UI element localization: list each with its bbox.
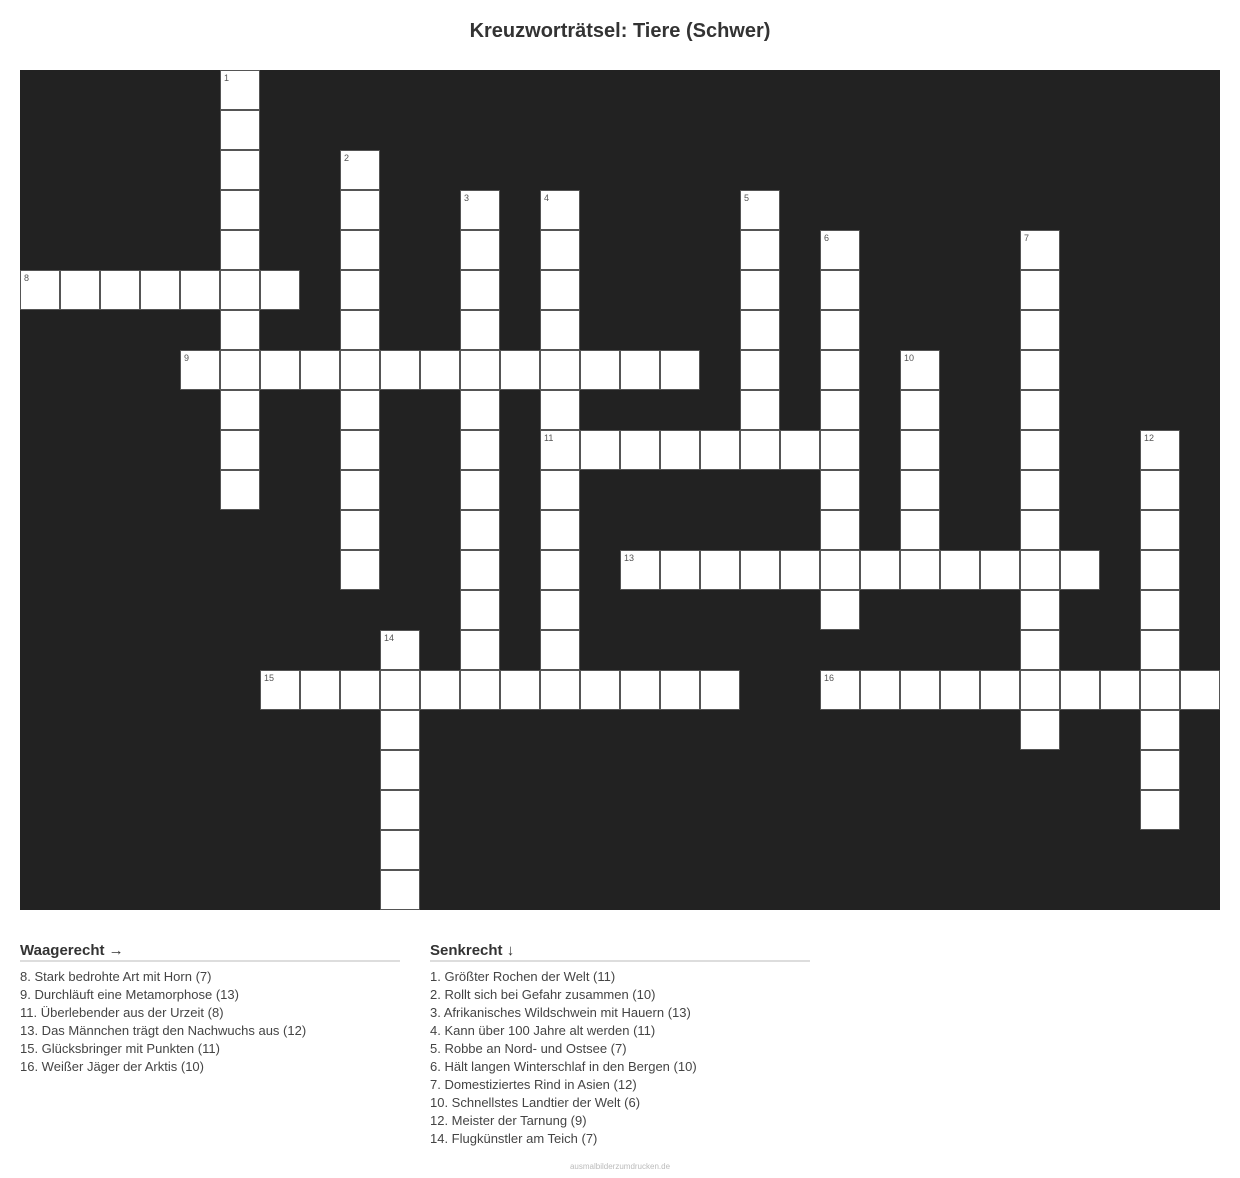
grid-cell[interactable] — [1020, 390, 1060, 430]
grid-cell[interactable] — [340, 510, 380, 550]
grid-cell[interactable] — [460, 550, 500, 590]
cell-number: 6 — [824, 233, 830, 243]
cell-number: 12 — [1144, 433, 1155, 443]
grid-cell[interactable] — [60, 270, 100, 310]
grid-cell[interactable] — [540, 430, 580, 470]
grid-cell[interactable] — [260, 670, 300, 710]
grid-cell[interactable] — [220, 350, 260, 390]
grid-cell[interactable] — [900, 350, 940, 390]
cell-number: 14 — [384, 633, 395, 643]
footer-credit: ausmalbilderzumdrucken.de — [569, 1162, 671, 1171]
cell-number: 9 — [184, 353, 190, 363]
grid-cell[interactable] — [380, 830, 420, 870]
grid-cell[interactable] — [660, 550, 700, 590]
down-clue: 2. Rollt sich bei Gefahr zusammen (10) — [430, 987, 656, 1002]
grid-cell[interactable] — [820, 350, 860, 390]
grid-cell[interactable] — [860, 550, 900, 590]
down-clue: 4. Kann über 100 Jahre alt werden (11) — [430, 1023, 656, 1038]
grid-cell[interactable] — [580, 350, 620, 390]
grid-cell[interactable] — [1060, 550, 1100, 590]
grid-cell[interactable] — [460, 430, 500, 470]
grid-cell[interactable] — [540, 470, 580, 510]
grid-cell[interactable] — [340, 230, 380, 270]
grid-cell[interactable] — [1020, 230, 1060, 270]
grid-cell[interactable] — [220, 110, 260, 150]
down-clue: 6. Hält langen Winterschlaf in den Bergen (10) — [430, 1059, 697, 1074]
grid-cell[interactable] — [660, 430, 700, 470]
grid-cell[interactable] — [380, 630, 420, 670]
grid-cell[interactable] — [340, 310, 380, 350]
grid-cell[interactable] — [620, 550, 660, 590]
grid-cell[interactable] — [660, 350, 700, 390]
across-clue: 11. Überlebender aus der Urzeit (8) — [20, 1005, 224, 1020]
grid-cell[interactable] — [300, 350, 340, 390]
grid-cell[interactable] — [380, 350, 420, 390]
grid-cell[interactable] — [980, 550, 1020, 590]
grid-cell[interactable] — [820, 670, 860, 710]
grid-cell[interactable] — [1020, 510, 1060, 550]
cell-number: 3 — [464, 193, 470, 203]
grid-cell[interactable] — [300, 670, 340, 710]
grid-cell[interactable] — [820, 270, 860, 310]
grid-cell[interactable] — [1100, 670, 1140, 710]
grid-cell[interactable] — [740, 270, 780, 310]
grid-cell[interactable] — [740, 550, 780, 590]
grid-cell[interactable] — [540, 670, 580, 710]
grid-cell[interactable] — [740, 190, 780, 230]
grid-cell[interactable] — [180, 270, 220, 310]
grid-cell[interactable] — [460, 190, 500, 230]
grid-cell[interactable] — [380, 870, 420, 910]
grid-cell[interactable] — [540, 190, 580, 230]
grid-cell[interactable] — [220, 230, 260, 270]
grid-cell[interactable] — [1020, 590, 1060, 630]
down-clue: 10. Schnellstes Landtier der Welt (6) — [430, 1095, 641, 1110]
grid-cell[interactable] — [420, 350, 460, 390]
grid-cell[interactable] — [820, 470, 860, 510]
grid-cell[interactable] — [580, 670, 620, 710]
across-heading: Waagerecht → — [20, 942, 400, 962]
crossword-grid — [20, 70, 1220, 910]
grid-cell[interactable] — [500, 350, 540, 390]
grid-cell[interactable] — [900, 510, 940, 550]
grid-cell[interactable] — [460, 510, 500, 550]
grid-cell[interactable] — [820, 550, 860, 590]
grid-cell[interactable] — [540, 630, 580, 670]
grid-cell[interactable] — [540, 350, 580, 390]
grid-cell[interactable] — [220, 310, 260, 350]
grid-cell[interactable] — [1140, 550, 1180, 590]
grid-cell[interactable] — [420, 670, 460, 710]
grid-cell[interactable] — [460, 670, 500, 710]
grid-cell[interactable] — [740, 390, 780, 430]
grid-cell[interactable] — [740, 350, 780, 390]
down-clue: 1. Größter Rochen der Welt (11) — [430, 969, 616, 984]
grid-cell[interactable] — [460, 270, 500, 310]
grid-cell[interactable] — [1020, 630, 1060, 670]
grid-cell[interactable] — [820, 230, 860, 270]
grid-cell[interactable] — [1020, 270, 1060, 310]
grid-cell[interactable] — [700, 670, 740, 710]
down-clue: 7. Domestiziertes Rind in Asien (12) — [430, 1077, 637, 1092]
grid-cell[interactable] — [500, 670, 540, 710]
grid-cell[interactable] — [540, 270, 580, 310]
across-clue: 13. Das Männchen trägt den Nachwuchs aus (12) — [20, 1023, 307, 1038]
grid-cell[interactable] — [380, 750, 420, 790]
across-clue: 15. Glücksbringer mit Punkten (11) — [20, 1041, 220, 1056]
grid-cell[interactable] — [20, 270, 60, 310]
grid-cell[interactable] — [580, 430, 620, 470]
grid-cell[interactable] — [940, 550, 980, 590]
grid-cell[interactable] — [220, 270, 260, 310]
grid-cell[interactable] — [740, 310, 780, 350]
grid-cell[interactable] — [220, 470, 260, 510]
grid-cell[interactable] — [220, 190, 260, 230]
grid-cell[interactable] — [1180, 670, 1220, 710]
grid-cell[interactable] — [340, 470, 380, 510]
grid-cell[interactable] — [380, 790, 420, 830]
cell-number: 15 — [264, 673, 275, 683]
grid-cell[interactable] — [380, 670, 420, 710]
grid-cell[interactable] — [740, 230, 780, 270]
grid-cell[interactable] — [820, 510, 860, 550]
grid-cell[interactable] — [540, 310, 580, 350]
grid-cell[interactable] — [1140, 710, 1180, 750]
grid-cell[interactable] — [380, 710, 420, 750]
grid-cell[interactable] — [820, 390, 860, 430]
grid-cell[interactable] — [340, 270, 380, 310]
grid-cell[interactable] — [220, 430, 260, 470]
cell-number: 2 — [344, 153, 350, 163]
across-clue: 9. Durchläuft eine Metamorphose (13) — [20, 987, 239, 1002]
grid-cell[interactable] — [740, 430, 780, 470]
grid-cell[interactable] — [460, 230, 500, 270]
grid-cell[interactable] — [1020, 670, 1060, 710]
grid-cell[interactable] — [140, 270, 180, 310]
grid-cell[interactable] — [620, 670, 660, 710]
grid-cell[interactable] — [980, 670, 1020, 710]
grid-cell[interactable] — [460, 590, 500, 630]
grid-cell[interactable] — [460, 350, 500, 390]
grid-cell[interactable] — [1020, 350, 1060, 390]
grid-cell[interactable] — [780, 430, 820, 470]
grid-cell[interactable] — [540, 550, 580, 590]
grid-cell[interactable] — [820, 430, 860, 470]
grid-cell[interactable] — [1020, 430, 1060, 470]
grid-cell[interactable] — [780, 550, 820, 590]
grid-cell[interactable] — [700, 430, 740, 470]
down-clues-section — [430, 942, 810, 1148]
grid-cell[interactable] — [460, 390, 500, 430]
cell-number: 7 — [1024, 233, 1030, 243]
grid-cell[interactable] — [820, 310, 860, 350]
cell-number: 1 — [224, 73, 230, 83]
down-clue: 5. Robbe an Nord- und Ostsee (7) — [430, 1041, 627, 1056]
grid-cell[interactable] — [900, 430, 940, 470]
grid-cell[interactable] — [700, 550, 740, 590]
cell-number: 16 — [824, 673, 835, 683]
cell-number: 13 — [624, 553, 635, 563]
grid-cell[interactable] — [1060, 670, 1100, 710]
grid-cell[interactable] — [1020, 470, 1060, 510]
across-clue: 16. Weißer Jäger der Arktis (10) — [20, 1059, 204, 1074]
grid-cell[interactable] — [1140, 430, 1180, 470]
grid-cell[interactable] — [180, 350, 220, 390]
grid-cell[interactable] — [940, 670, 980, 710]
grid-cell[interactable] — [460, 310, 500, 350]
grid-cell[interactable] — [1140, 750, 1180, 790]
grid-cell[interactable] — [1140, 670, 1180, 710]
grid-cell[interactable] — [540, 390, 580, 430]
grid-cell[interactable] — [1020, 310, 1060, 350]
cell-number: 11 — [544, 433, 554, 443]
grid-cell[interactable] — [900, 390, 940, 430]
grid-cell[interactable] — [1140, 470, 1180, 510]
grid-cell[interactable] — [820, 590, 860, 630]
grid-cell[interactable] — [340, 430, 380, 470]
grid-cell[interactable] — [460, 630, 500, 670]
grid-cell[interactable] — [220, 390, 260, 430]
cell-number: 8 — [24, 273, 30, 283]
grid-cell[interactable] — [340, 670, 380, 710]
grid-cell[interactable] — [460, 470, 500, 510]
grid-cell[interactable] — [340, 350, 380, 390]
grid-cell[interactable] — [620, 350, 660, 390]
grid-cell[interactable] — [220, 150, 260, 190]
grid-cell[interactable] — [900, 670, 940, 710]
grid-cell[interactable] — [1140, 510, 1180, 550]
down-clue: 14. Flugkünstler am Teich (7) — [430, 1131, 598, 1146]
grid-cell[interactable] — [340, 190, 380, 230]
grid-cell[interactable] — [1140, 590, 1180, 630]
grid-cell[interactable] — [100, 270, 140, 310]
grid-cell[interactable] — [900, 470, 940, 510]
grid-cell[interactable] — [1020, 710, 1060, 750]
cell-number: 5 — [744, 193, 750, 203]
grid-cell[interactable] — [860, 670, 900, 710]
grid-cell[interactable] — [620, 430, 660, 470]
down-clue: 3. Afrikanisches Wildschwein mit Hauern (13) — [430, 1005, 691, 1020]
grid-cell[interactable] — [340, 390, 380, 430]
grid-cell[interactable] — [260, 350, 300, 390]
grid-cell[interactable] — [540, 510, 580, 550]
grid-cell[interactable] — [340, 150, 380, 190]
page-title: Kreuzworträtsel: Tiere (Schwer) — [469, 20, 771, 42]
grid-cell[interactable] — [340, 550, 380, 590]
grid-cell[interactable] — [1140, 790, 1180, 830]
grid-cell[interactable] — [220, 70, 260, 110]
grid-cell[interactable] — [540, 590, 580, 630]
cell-number: 10 — [904, 353, 915, 363]
cell-number: 4 — [544, 193, 550, 203]
grid-cell[interactable] — [660, 670, 700, 710]
grid-cell[interactable] — [900, 550, 940, 590]
across-clue: 8. Stark bedrohte Art mit Horn (7) — [20, 969, 212, 984]
across-clues-section — [20, 942, 400, 1076]
down-heading: Senkrecht ↓ — [430, 942, 810, 962]
grid-cell[interactable] — [1140, 630, 1180, 670]
grid-cell[interactable] — [260, 270, 300, 310]
down-clue: 12. Meister der Tarnung (9) — [430, 1113, 587, 1128]
grid-cell[interactable] — [1020, 550, 1060, 590]
grid-cell[interactable] — [540, 230, 580, 270]
